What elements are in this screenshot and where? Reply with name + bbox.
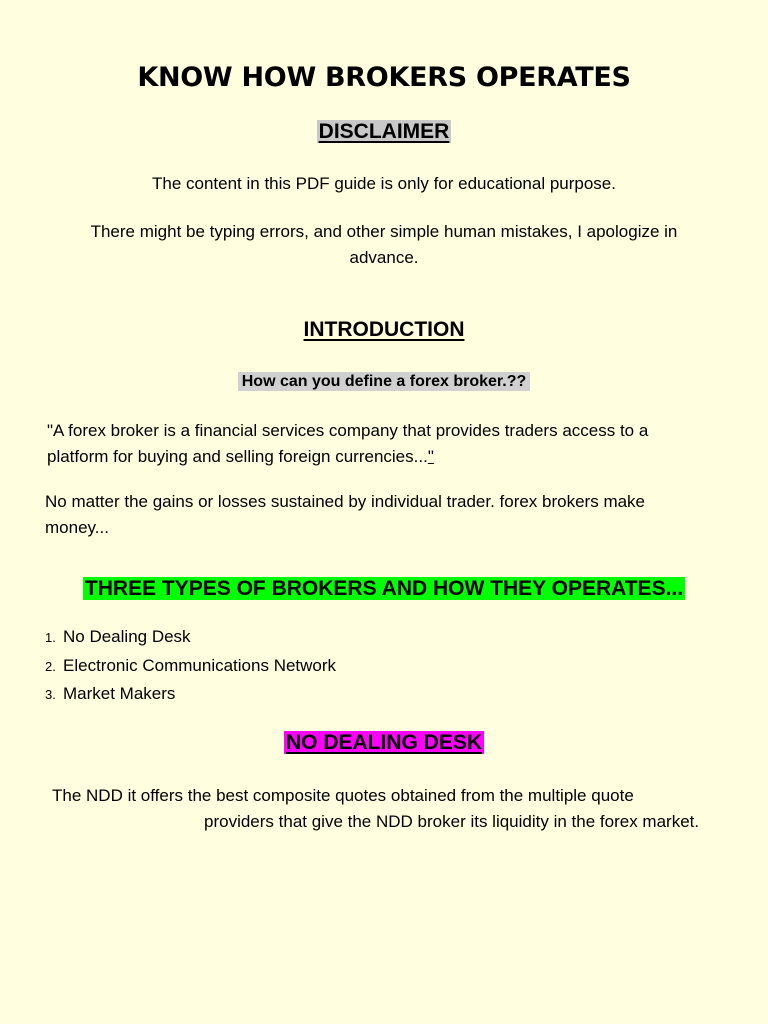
money-line-b: money... (45, 518, 109, 537)
introduction-heading (0, 316, 768, 344)
disclaimer-heading-text: DISCLAIMER (318, 120, 450, 143)
list-item-label: Market Makers (63, 684, 176, 703)
broker-types-heading (0, 575, 768, 603)
page-title: KNOW HOW BROKERS OPERATES (137, 62, 631, 93)
disclaimer-line-2b: advance. (349, 248, 419, 267)
list-item-number: 3. (45, 687, 56, 702)
intro-question (0, 370, 768, 394)
intro-question-text: How can you define a forex broker.?? (238, 372, 531, 391)
disclaimer-line-2a: There might be typing errors, and other simple human mistakes, I apologize in (90, 222, 678, 241)
money-line-a: No matter the gains or losses sustained by individual trader. forex brokers make (45, 492, 646, 511)
ndd-heading (0, 729, 768, 757)
list-item (45, 652, 336, 681)
list-item-label: Electronic Communications Network (63, 655, 337, 675)
list-item-number: 2. (45, 658, 56, 674)
disclaimer-heading (0, 118, 768, 146)
list-item (45, 623, 336, 652)
ndd-heading-text: NO DEALING DESK (285, 731, 482, 754)
list-item (45, 680, 336, 709)
broker-types-heading-text: THREE TYPES OF BROKERS AND HOW THEY OPERATES... (84, 577, 684, 600)
broker-definition-quote (47, 418, 727, 470)
list-item-label: No Dealing Desk (63, 627, 191, 646)
list-item-number: 1. (45, 630, 56, 645)
introduction-heading-text: INTRODUCTION (303, 318, 465, 341)
disclaimer-line-1: The content in this PDF guide is only for educational purpose. (152, 174, 616, 193)
broker-money-paragraph (45, 489, 735, 541)
ndd-line-1: The NDD it offers the best composite quotes obtained from the multiple quote (52, 786, 634, 805)
ndd-paragraph (52, 783, 720, 835)
ndd-line-rest: providers that give the NDD broker its liquidity in the forex market. (204, 812, 700, 831)
quote-line-a: "A forex broker is a financial services company that provides traders access to a (47, 421, 649, 440)
broker-types-list (45, 623, 336, 709)
quote-line-b: platform for buying and selling foreign currencies... (47, 447, 428, 466)
quote-end-mark: " (427, 447, 434, 466)
disclaimer-line-2 (0, 219, 768, 271)
